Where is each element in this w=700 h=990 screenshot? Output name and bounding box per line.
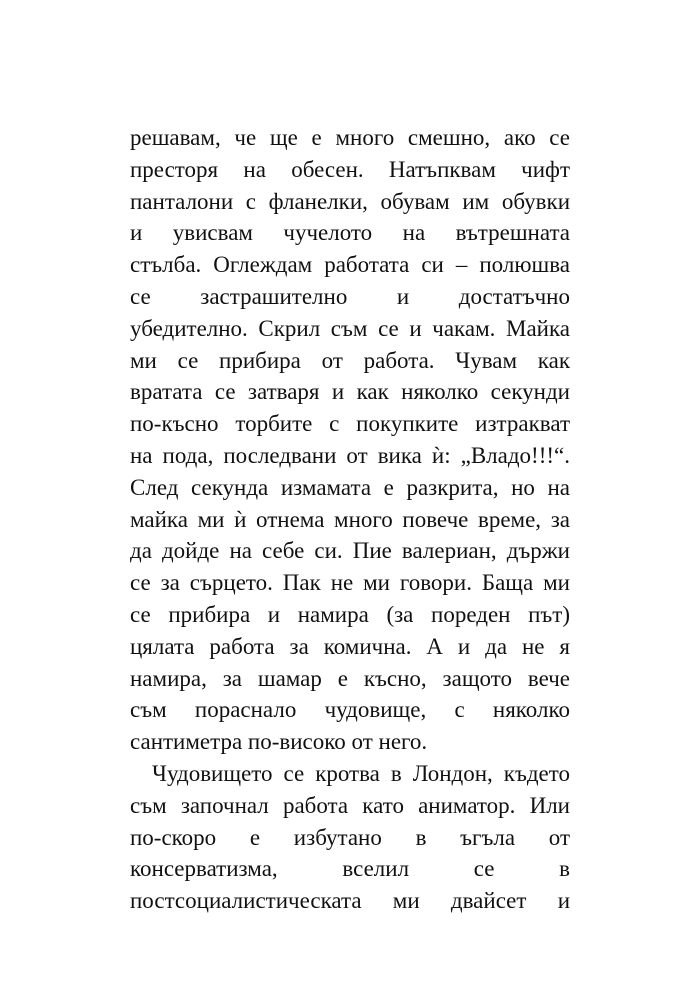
- text-line: панталони с фланелки, обувам им обувки: [130, 188, 570, 214]
- text-line: цялата работа за комична. А и да не я: [130, 633, 570, 659]
- paragraph-2: [130, 758, 570, 917]
- text-line: и увисвам чучелото на вътрешната: [130, 220, 570, 246]
- text-line: се за сърцето. Пак не ми говори. Баща ми: [130, 570, 570, 596]
- text-line: Чудовището се кротва в Лондон, където: [152, 760, 570, 786]
- text-line: престоря на обесен. Натъпквам чифт: [130, 156, 570, 182]
- text-line: сантиметра по-високо от него.: [130, 729, 428, 755]
- text-line: по-скоро е избутано в ъгъла от: [130, 824, 570, 850]
- body-text: [130, 122, 570, 917]
- text-line: се застрашително и достатъчно: [130, 283, 570, 309]
- text-line: на пода, последвани от вика ѝ: „Владо!!!“.: [130, 442, 570, 468]
- text-line: вратата се затваря и как няколко секунди: [130, 379, 570, 405]
- paragraph-1: [130, 122, 570, 758]
- text-line: консерватизма, вселил се в: [130, 856, 570, 882]
- text-line: стълба. Оглеждам работата си – полюшва: [130, 252, 570, 278]
- text-line: съм започнал работа като аниматор. Или: [130, 792, 570, 818]
- text-line: да дойде на себе си. Пие валериан, държи: [130, 538, 570, 564]
- text-line: убедително. Скрил съм се и чакам. Майка: [130, 315, 570, 341]
- text-line: по-късно торбите с покупките изтракват: [130, 411, 570, 437]
- text-line: намира, за шамар е късно, защото вече: [130, 665, 570, 691]
- text-line: се прибира и намира (за пореден път): [130, 601, 570, 627]
- text-line: постсоциалистическата ми двайсет и: [130, 888, 570, 914]
- text-line: решавам, че ще е много смешно, ако се: [130, 125, 570, 150]
- text-line: След секунда измамата е разкрита, но на: [130, 474, 570, 500]
- text-line: ми се прибира от работа. Чувам как: [130, 347, 570, 373]
- text-line: майка ми ѝ отнема много повече време, за: [130, 506, 570, 532]
- text-line: съм порасналo чудовище, с няколко: [130, 697, 570, 723]
